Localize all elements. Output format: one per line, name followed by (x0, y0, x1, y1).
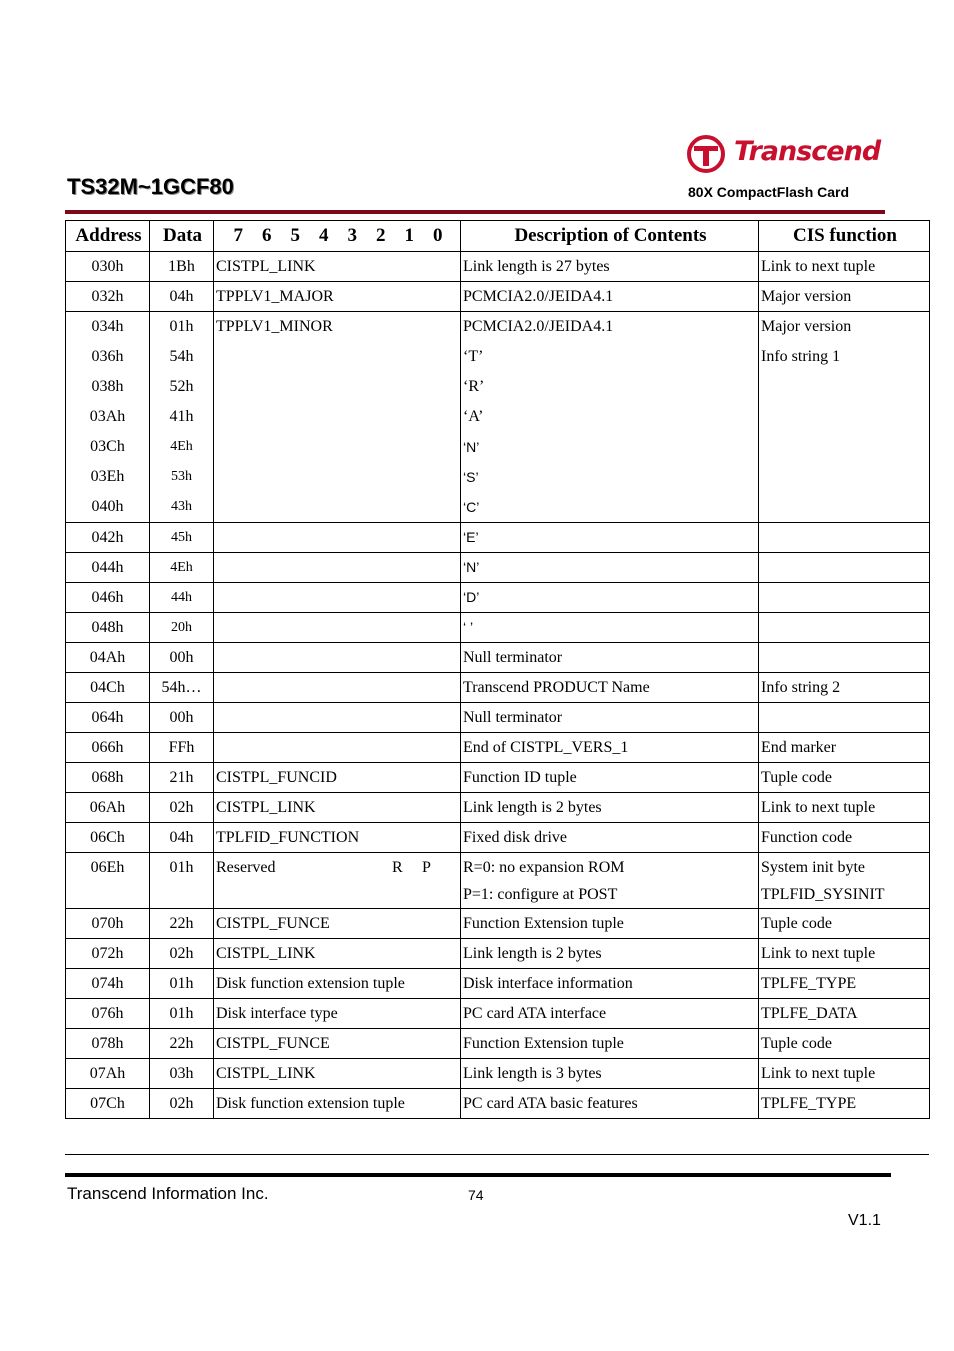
bit-label: 5 (290, 225, 300, 246)
cell-bits (214, 853, 461, 909)
cell-data: 01h (150, 999, 214, 1029)
cell-address: 032h (66, 282, 150, 312)
cell-cis: Link to next tuple (759, 1059, 930, 1089)
cell-data: 00h (150, 703, 214, 733)
cell-description: Function ID tuple (461, 763, 759, 793)
table-row (66, 1089, 930, 1119)
cell-address: 04Ah (66, 643, 150, 673)
cell-description: ‘R’ (463, 378, 485, 395)
cell-cis: Tuple code (759, 763, 930, 793)
table-row (66, 939, 930, 969)
cell-cis: Tuple code (759, 909, 930, 939)
cell-bits: Disk interface type (214, 999, 461, 1029)
cell-cis-group (759, 312, 930, 523)
bit-label: 0 (433, 225, 443, 246)
table-row (66, 733, 930, 763)
header-divider (65, 210, 885, 214)
cell-data: 43h (171, 499, 192, 514)
cell-address: 064h (66, 703, 150, 733)
table-row (66, 643, 930, 673)
cell-description: Link length is 3 bytes (461, 1059, 759, 1089)
table-row (66, 553, 930, 583)
cell-description-line: R=0: no expansion ROM (463, 859, 625, 876)
bit-label: 6 (262, 225, 272, 246)
table-row (66, 282, 930, 312)
cis-table (65, 220, 930, 1119)
cell-data: 21h (150, 763, 214, 793)
header-description: Description of Contents (461, 221, 759, 252)
cell-bits: CISTPL_FUNCE (214, 909, 461, 939)
cell-address: 046h (66, 583, 150, 613)
cell-data: 04h (150, 823, 214, 853)
table-row (66, 999, 930, 1029)
cell-cis (759, 523, 930, 553)
bit-label: 1 (404, 225, 414, 246)
cell-data: 1Bh (150, 252, 214, 282)
cell-cis: Link to next tuple (759, 793, 930, 823)
cell-cis: TPLFE_DATA (759, 999, 930, 1029)
cell-description: Function Extension tuple (461, 1029, 759, 1059)
company-name: Transcend Information Inc. (67, 1184, 269, 1203)
table-row (66, 583, 930, 613)
cell-description (461, 853, 759, 909)
cell-cis (759, 853, 930, 909)
cell-address: 066h (66, 733, 150, 763)
cell-data: 4Eh (170, 439, 193, 454)
cell-bits (214, 733, 461, 763)
cell-bits-text: TPPLV1_MINOR (216, 318, 333, 335)
cell-address: 036h (91, 348, 124, 365)
cell-description: Link length is 2 bytes (461, 939, 759, 969)
bit-label: 2 (376, 225, 386, 246)
cell-address: 06Ch (66, 823, 150, 853)
table-row-group (66, 312, 930, 523)
table-row (66, 823, 930, 853)
cell-description-line: P=1: configure at POST (463, 886, 618, 903)
cell-bits: CISTPL_LINK (214, 252, 461, 282)
cell-description: ‘C’ (463, 499, 480, 515)
cell-bits: CISTPL_FUNCID (214, 763, 461, 793)
cell-cis (759, 643, 930, 673)
table-row (66, 252, 930, 282)
cell-description: ‘N’ (461, 553, 759, 583)
cell-cis: End marker (759, 733, 930, 763)
header-data: Data (150, 221, 214, 252)
table-row (66, 523, 930, 553)
cell-data: 01h (169, 318, 194, 335)
cell-description: Function Extension tuple (461, 909, 759, 939)
cell-cis (759, 553, 930, 583)
cell-address: 030h (66, 252, 150, 282)
cell-data: 02h (150, 793, 214, 823)
cell-address: 07Ch (66, 1089, 150, 1119)
cell-bits (214, 523, 461, 553)
cell-address: 07Ah (66, 1059, 150, 1089)
product-subtitle: 80X CompactFlash Card (688, 184, 850, 200)
cell-description: Link length is 2 bytes (461, 793, 759, 823)
cell-cis (759, 583, 930, 613)
cell-address: 078h (66, 1029, 150, 1059)
cell-address: 03Ch (90, 438, 125, 455)
cell-address: 038h (91, 378, 124, 395)
cell-description: Transcend PRODUCT Name (461, 673, 759, 703)
cell-address: 048h (66, 613, 150, 643)
cell-address: 06Ah (66, 793, 150, 823)
cell-description: Disk interface information (461, 969, 759, 999)
cell-address: 072h (66, 939, 150, 969)
cell-description: Link length is 27 bytes (461, 252, 759, 282)
cell-cis (759, 703, 930, 733)
cell-cis: Major version (759, 282, 930, 312)
cell-description: ‘D’ (461, 583, 759, 613)
header-bits (214, 221, 461, 252)
cell-bits (214, 583, 461, 613)
table-row (66, 969, 930, 999)
cell-description: Fixed disk drive (461, 823, 759, 853)
cell-data: 54h (169, 348, 194, 365)
page-number: 74 (468, 1187, 484, 1203)
cell-cis: TPLFE_TYPE (759, 969, 930, 999)
cell-data: 4Eh (150, 553, 214, 583)
cell-data: 44h (150, 583, 214, 613)
cell-cis: Info string 1 (761, 348, 841, 365)
cell-cis-line: System init byte (761, 859, 865, 876)
header-address: Address (66, 221, 150, 252)
header-cis-function: CIS function (759, 221, 930, 252)
cell-data: 03h (150, 1059, 214, 1089)
cell-description: End of CISTPL_VERS_1 (461, 733, 759, 763)
table-row (66, 673, 930, 703)
brand-name: Transcend (734, 136, 881, 167)
cell-cis: TPLFE_TYPE (759, 1089, 930, 1119)
cell-address: 06Eh (66, 853, 150, 909)
cell-data: 20h (150, 613, 214, 643)
cell-data: 22h (150, 1029, 214, 1059)
cell-address: 03Eh (90, 468, 125, 485)
cell-address: 034h (91, 318, 124, 335)
table-row (66, 853, 930, 909)
cell-description: PCMCIA2.0/JEIDA4.1 (463, 318, 614, 335)
cell-address: 070h (66, 909, 150, 939)
cell-cis: Major version (761, 318, 852, 335)
cell-description: ‘E’ (461, 523, 759, 553)
cell-data: 04h (150, 282, 214, 312)
cell-description: PC card ATA basic features (461, 1089, 759, 1119)
bit-label: 7 (233, 225, 243, 246)
cell-bits: CISTPL_LINK (214, 939, 461, 969)
bit-label: 3 (347, 225, 357, 246)
table-row (66, 703, 930, 733)
cell-cis: Info string 2 (759, 673, 930, 703)
cell-bits (214, 673, 461, 703)
cell-address: 042h (66, 523, 150, 553)
cell-data: 54h… (150, 673, 214, 703)
cell-address: 068h (66, 763, 150, 793)
cell-bits: TPLFID_FUNCTION (214, 823, 461, 853)
cell-description: ‘ ’ (461, 613, 759, 643)
cell-data: 02h (150, 1089, 214, 1119)
cell-description: ‘S’ (463, 469, 479, 485)
cell-cis (759, 613, 930, 643)
cell-cis: Function code (759, 823, 930, 853)
bit-label: 4 (319, 225, 329, 246)
cell-data: 41h (169, 408, 194, 425)
footer-divider-thin (65, 1154, 929, 1155)
bit-r-label: R (392, 859, 403, 876)
cell-bits (214, 553, 461, 583)
cell-description: ‘A’ (463, 408, 484, 425)
cell-data: 01h (150, 853, 214, 909)
table-row (66, 613, 930, 643)
cell-description: Null terminator (461, 703, 759, 733)
footer-divider (65, 1173, 891, 1177)
cell-bits (214, 312, 461, 523)
table-row (66, 793, 930, 823)
cell-bits (214, 613, 461, 643)
cell-data: 45h (150, 523, 214, 553)
cell-description: PCMCIA2.0/JEIDA4.1 (461, 282, 759, 312)
cell-data: FFh (150, 733, 214, 763)
cell-bits: CISTPL_FUNCE (214, 1029, 461, 1059)
cell-data: 22h (150, 909, 214, 939)
cell-address: 03Ah (89, 408, 126, 425)
cell-bits (214, 643, 461, 673)
cell-bits (214, 703, 461, 733)
cell-address: 040h (91, 498, 124, 515)
cell-description: PC card ATA interface (461, 999, 759, 1029)
cell-address: 044h (66, 553, 150, 583)
cell-address: 04Ch (66, 673, 150, 703)
table-row (66, 763, 930, 793)
cell-data: 02h (150, 939, 214, 969)
cell-bits: Disk function extension tuple (214, 969, 461, 999)
cell-cis: Tuple code (759, 1029, 930, 1059)
table-row (66, 909, 930, 939)
cell-data: 53h (171, 469, 192, 484)
cell-data-group (150, 312, 214, 523)
bit-p-label: P (422, 859, 431, 876)
table-row (66, 1059, 930, 1089)
cell-data: 00h (150, 643, 214, 673)
cell-cis: Link to next tuple (759, 252, 930, 282)
cell-bits: CISTPL_LINK (214, 1059, 461, 1089)
cell-address: 076h (66, 999, 150, 1029)
cell-address-group (66, 312, 150, 523)
cell-bits: TPPLV1_MAJOR (214, 282, 461, 312)
cell-cis: Link to next tuple (759, 939, 930, 969)
document-version: V1.1 (848, 1212, 881, 1229)
cell-description: ‘N’ (463, 439, 480, 455)
cell-description-group (461, 312, 759, 523)
cell-cis-line: TPLFID_SYSINIT (761, 886, 885, 903)
cell-data: 01h (150, 969, 214, 999)
reserved-label: Reserved (216, 859, 276, 876)
cell-data: 52h (169, 378, 194, 395)
table-row (66, 1029, 930, 1059)
cell-description: Null terminator (461, 643, 759, 673)
model-title: TS32M~1GCF80 (67, 174, 234, 199)
cell-description: ‘T’ (463, 348, 484, 365)
cell-address: 074h (66, 969, 150, 999)
cell-bits: CISTPL_LINK (214, 793, 461, 823)
table-header-row (66, 221, 930, 252)
cell-bits: Disk function extension tuple (214, 1089, 461, 1119)
